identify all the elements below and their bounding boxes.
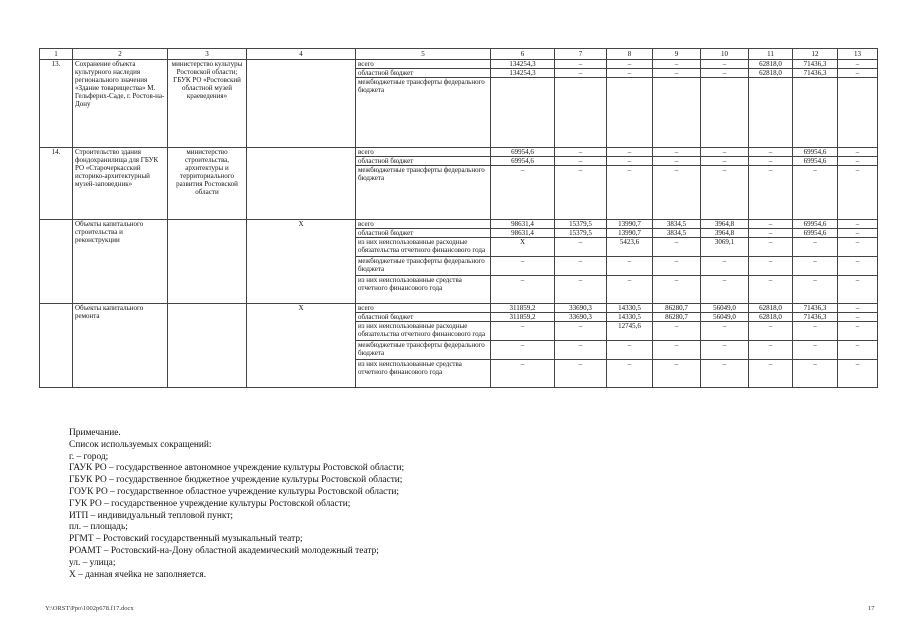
header-cell: 13: [838, 49, 878, 60]
value-cell: 98631,4: [491, 229, 555, 238]
value-cell: –: [555, 69, 607, 78]
empty-cell: [247, 60, 356, 148]
value-cell: –: [491, 257, 555, 276]
value-cell: 13990,7: [607, 220, 653, 229]
note-line: ул. – улица;: [69, 557, 116, 568]
value-cell: –: [653, 60, 701, 69]
funding-source-cell: межбюджетные трансферты федерального бюджета: [356, 341, 491, 360]
value-cell: –: [555, 341, 607, 360]
value-cell: 14330,5: [607, 304, 653, 313]
value-cell: –: [838, 276, 878, 304]
value-cell: –: [555, 276, 607, 304]
value-cell: [838, 78, 878, 148]
value-cell: –: [701, 276, 749, 304]
value-cell: –: [838, 360, 878, 388]
value-cell: –: [653, 238, 701, 257]
funding-source-cell: из них неиспользованные расходные обязательства отчетного финансового года: [356, 322, 491, 341]
empty-cell: [168, 220, 247, 304]
value-cell: –: [555, 322, 607, 341]
row-number-cell: 13.: [40, 60, 73, 148]
value-cell: 69954,6: [793, 229, 838, 238]
header-cell: 2: [73, 49, 168, 60]
value-cell: –: [793, 322, 838, 341]
value-cell: 62818,0: [749, 69, 793, 78]
value-cell: –: [653, 341, 701, 360]
value-cell: 71436,3: [793, 69, 838, 78]
value-cell: –: [653, 69, 701, 78]
value-cell: 62818,0: [749, 304, 793, 313]
object-name-cell: Строительство здания фондохранилища для ГБУК РО «Старочеркасский историко-архитектурный музей-заповедник»: [73, 148, 168, 220]
value-cell: –: [607, 166, 653, 220]
value-cell: –: [555, 60, 607, 69]
value-cell: –: [793, 341, 838, 360]
note-line: пл. – площадь;: [69, 522, 128, 533]
value-cell: [749, 78, 793, 148]
value-cell: 3069,1: [701, 238, 749, 257]
header-cell: 10: [701, 49, 749, 60]
value-cell: –: [838, 69, 878, 78]
value-cell: –: [653, 257, 701, 276]
value-cell: 134254,3: [491, 69, 555, 78]
table-row: [40, 220, 878, 229]
funding-source-cell: областной бюджет: [356, 313, 491, 322]
value-cell: 56049,0: [701, 313, 749, 322]
value-cell: –: [491, 276, 555, 304]
object-name-cell: Сохранение объекта культурного наследия регионального значения «Здание товарищества» М. Гельферих-Саде, г. Ростов-на-Дону: [73, 60, 168, 148]
header-cell: 4: [247, 49, 356, 60]
table-row: [40, 60, 878, 69]
value-cell: 3964,8: [701, 229, 749, 238]
empty-cell: [40, 304, 73, 388]
value-cell: –: [838, 238, 878, 257]
value-cell: 3834,5: [653, 229, 701, 238]
value-cell: –: [491, 322, 555, 341]
value-cell: 12745,6: [607, 322, 653, 341]
value-cell: 69954,6: [793, 220, 838, 229]
value-cell: –: [749, 238, 793, 257]
funding-source-cell: всего: [356, 304, 491, 313]
value-cell: –: [607, 157, 653, 166]
value-cell: 13990,7: [607, 229, 653, 238]
value-cell: –: [555, 360, 607, 388]
value-cell: –: [491, 166, 555, 220]
value-cell: 69954,6: [491, 157, 555, 166]
value-cell: 69954,6: [793, 148, 838, 157]
value-cell: [653, 78, 701, 148]
value-cell: –: [491, 360, 555, 388]
value-cell: –: [793, 360, 838, 388]
executor-cell: министерство культуры Ростовской области; ГБУК РО «Ростовский областной музей краеведения»: [168, 60, 247, 148]
value-cell: –: [838, 220, 878, 229]
not-filled-mark-cell: X: [247, 220, 356, 304]
value-cell: [607, 78, 653, 148]
funding-source-cell: областной бюджет: [356, 69, 491, 78]
footer-file-path: Y:\ORST\Ppo\1002p678.f17.docx: [45, 605, 134, 612]
value-cell: –: [793, 166, 838, 220]
value-cell: –: [701, 257, 749, 276]
header-cell: 7: [555, 49, 607, 60]
funding-source-cell: всего: [356, 60, 491, 69]
value-cell: 3834,5: [653, 220, 701, 229]
value-cell: –: [749, 157, 793, 166]
note-line: РГМТ – Ростовский государственный музыкальный театр;: [69, 534, 303, 545]
value-cell: –: [607, 276, 653, 304]
value-cell: –: [555, 238, 607, 257]
value-cell: –: [749, 322, 793, 341]
value-cell: 3964,8: [701, 220, 749, 229]
value-cell: 71436,3: [793, 313, 838, 322]
value-cell: –: [607, 69, 653, 78]
funding-source-cell: областной бюджет: [356, 229, 491, 238]
not-filled-mark-cell: X: [247, 304, 356, 388]
value-cell: [555, 78, 607, 148]
table-row: [40, 148, 878, 157]
value-cell: –: [749, 229, 793, 238]
executor-cell: министерство строительства, архитектуры и территориального развития Ростовской области: [168, 148, 247, 220]
value-cell: 69954,6: [491, 148, 555, 157]
table-row: [40, 304, 878, 313]
value-cell: –: [653, 148, 701, 157]
value-cell: –: [749, 148, 793, 157]
value-cell: –: [749, 341, 793, 360]
value-cell: 33690,3: [555, 304, 607, 313]
value-cell: 69954,6: [793, 157, 838, 166]
value-cell: –: [838, 313, 878, 322]
note-line: ГАУК РО – государственное автономное учреждение культуры Ростовской области;: [69, 463, 405, 474]
value-cell: –: [653, 360, 701, 388]
funding-source-cell: межбюджетные трансферты федерального бюджета: [356, 166, 491, 220]
empty-cell: [247, 148, 356, 220]
funding-source-cell: межбюджетные трансферты федерального бюджета: [356, 78, 491, 148]
value-cell: –: [838, 157, 878, 166]
header-cell: 6: [491, 49, 555, 60]
funding-source-cell: областной бюджет: [356, 157, 491, 166]
header-cell: 12: [793, 49, 838, 60]
value-cell: 311859,2: [491, 313, 555, 322]
note-line: ИТП – индивидуальный тепловой пункт;: [69, 510, 234, 521]
value-cell: –: [749, 220, 793, 229]
value-cell: [701, 78, 749, 148]
value-cell: –: [555, 166, 607, 220]
value-cell: –: [838, 166, 878, 220]
note-line: Список используемых сокращений:: [69, 439, 212, 450]
value-cell: [793, 78, 838, 148]
header-cell: 11: [749, 49, 793, 60]
value-cell: –: [607, 360, 653, 388]
value-cell: 134254,3: [491, 60, 555, 69]
value-cell: –: [838, 148, 878, 157]
funding-source-cell: из них неиспользованные средства отчетного финансового года: [356, 360, 491, 388]
value-cell: –: [555, 257, 607, 276]
note-line: РОАМТ – Ростовский-на-Дону областной академический молодежный театр;: [69, 545, 379, 556]
value-cell: –: [749, 257, 793, 276]
value-cell: 71436,3: [793, 304, 838, 313]
funding-source-cell: всего: [356, 148, 491, 157]
value-cell: –: [555, 157, 607, 166]
header-cell: 8: [607, 49, 653, 60]
value-cell: –: [701, 148, 749, 157]
value-cell: –: [838, 304, 878, 313]
header-cell: 3: [168, 49, 247, 60]
note-line: ГУК РО – государственное учреждение культуры Ростовской области;: [69, 498, 351, 509]
budget-table: [39, 48, 878, 388]
value-cell: 86280,7: [653, 304, 701, 313]
value-cell: –: [653, 276, 701, 304]
note-line: г. – город;: [69, 451, 109, 462]
page-number: 17: [868, 605, 875, 612]
group-name-cell: Объекты капитального ремонта: [73, 304, 168, 388]
value-cell: 14330,5: [607, 313, 653, 322]
value-cell: 86280,7: [653, 313, 701, 322]
value-cell: –: [838, 60, 878, 69]
value-cell: X: [491, 238, 555, 257]
value-cell: 62818,0: [749, 313, 793, 322]
value-cell: 71436,3: [793, 60, 838, 69]
header-row: [40, 49, 878, 60]
value-cell: 98631,4: [491, 220, 555, 229]
value-cell: –: [701, 157, 749, 166]
header-cell: 9: [653, 49, 701, 60]
note-line: Примечание.: [69, 428, 121, 438]
note-line: X – данная ячейка не заполняется.: [69, 569, 207, 580]
value-cell: 15379,5: [555, 220, 607, 229]
header-cell: 5: [356, 49, 491, 60]
value-cell: –: [701, 360, 749, 388]
value-cell: –: [793, 276, 838, 304]
value-cell: –: [701, 341, 749, 360]
value-cell: –: [701, 166, 749, 220]
value-cell: 56049,0: [701, 304, 749, 313]
value-cell: 33690,3: [555, 313, 607, 322]
value-cell: –: [653, 322, 701, 341]
value-cell: –: [653, 166, 701, 220]
note-line: ГОУК РО – государственное областное учреждение культуры Ростовской области;: [69, 486, 400, 497]
value-cell: –: [607, 60, 653, 69]
value-cell: –: [607, 257, 653, 276]
value-cell: –: [749, 360, 793, 388]
empty-cell: [168, 304, 247, 388]
value-cell: –: [838, 322, 878, 341]
row-number-cell: 14.: [40, 148, 73, 220]
value-cell: [491, 78, 555, 148]
value-cell: –: [838, 341, 878, 360]
funding-source-cell: межбюджетные трансферты федерального бюджета: [356, 257, 491, 276]
value-cell: –: [793, 238, 838, 257]
value-cell: –: [701, 60, 749, 69]
header-cell: 1: [40, 49, 73, 60]
value-cell: –: [607, 148, 653, 157]
value-cell: 311859,2: [491, 304, 555, 313]
funding-source-cell: всего: [356, 220, 491, 229]
empty-cell: [40, 220, 73, 304]
value-cell: –: [838, 229, 878, 238]
notes-section: [69, 428, 869, 581]
funding-source-cell: из них неиспользованные расходные обязательства отчетного финансового года: [356, 238, 491, 257]
group-name-cell: Объекты капитального строительства и реконструкции: [73, 220, 168, 304]
note-line: ГБУК РО – государственное бюджетное учреждение культуры Ростовской области;: [69, 475, 403, 486]
value-cell: –: [793, 257, 838, 276]
value-cell: –: [653, 157, 701, 166]
value-cell: –: [701, 322, 749, 341]
value-cell: 62818,0: [749, 60, 793, 69]
value-cell: –: [555, 148, 607, 157]
value-cell: –: [749, 166, 793, 220]
funding-source-cell: из них неиспользованные средства отчетного финансового года: [356, 276, 491, 304]
value-cell: –: [491, 341, 555, 360]
value-cell: –: [701, 69, 749, 78]
value-cell: –: [838, 257, 878, 276]
value-cell: –: [607, 341, 653, 360]
value-cell: 15379,5: [555, 229, 607, 238]
value-cell: –: [749, 276, 793, 304]
value-cell: 5423,6: [607, 238, 653, 257]
